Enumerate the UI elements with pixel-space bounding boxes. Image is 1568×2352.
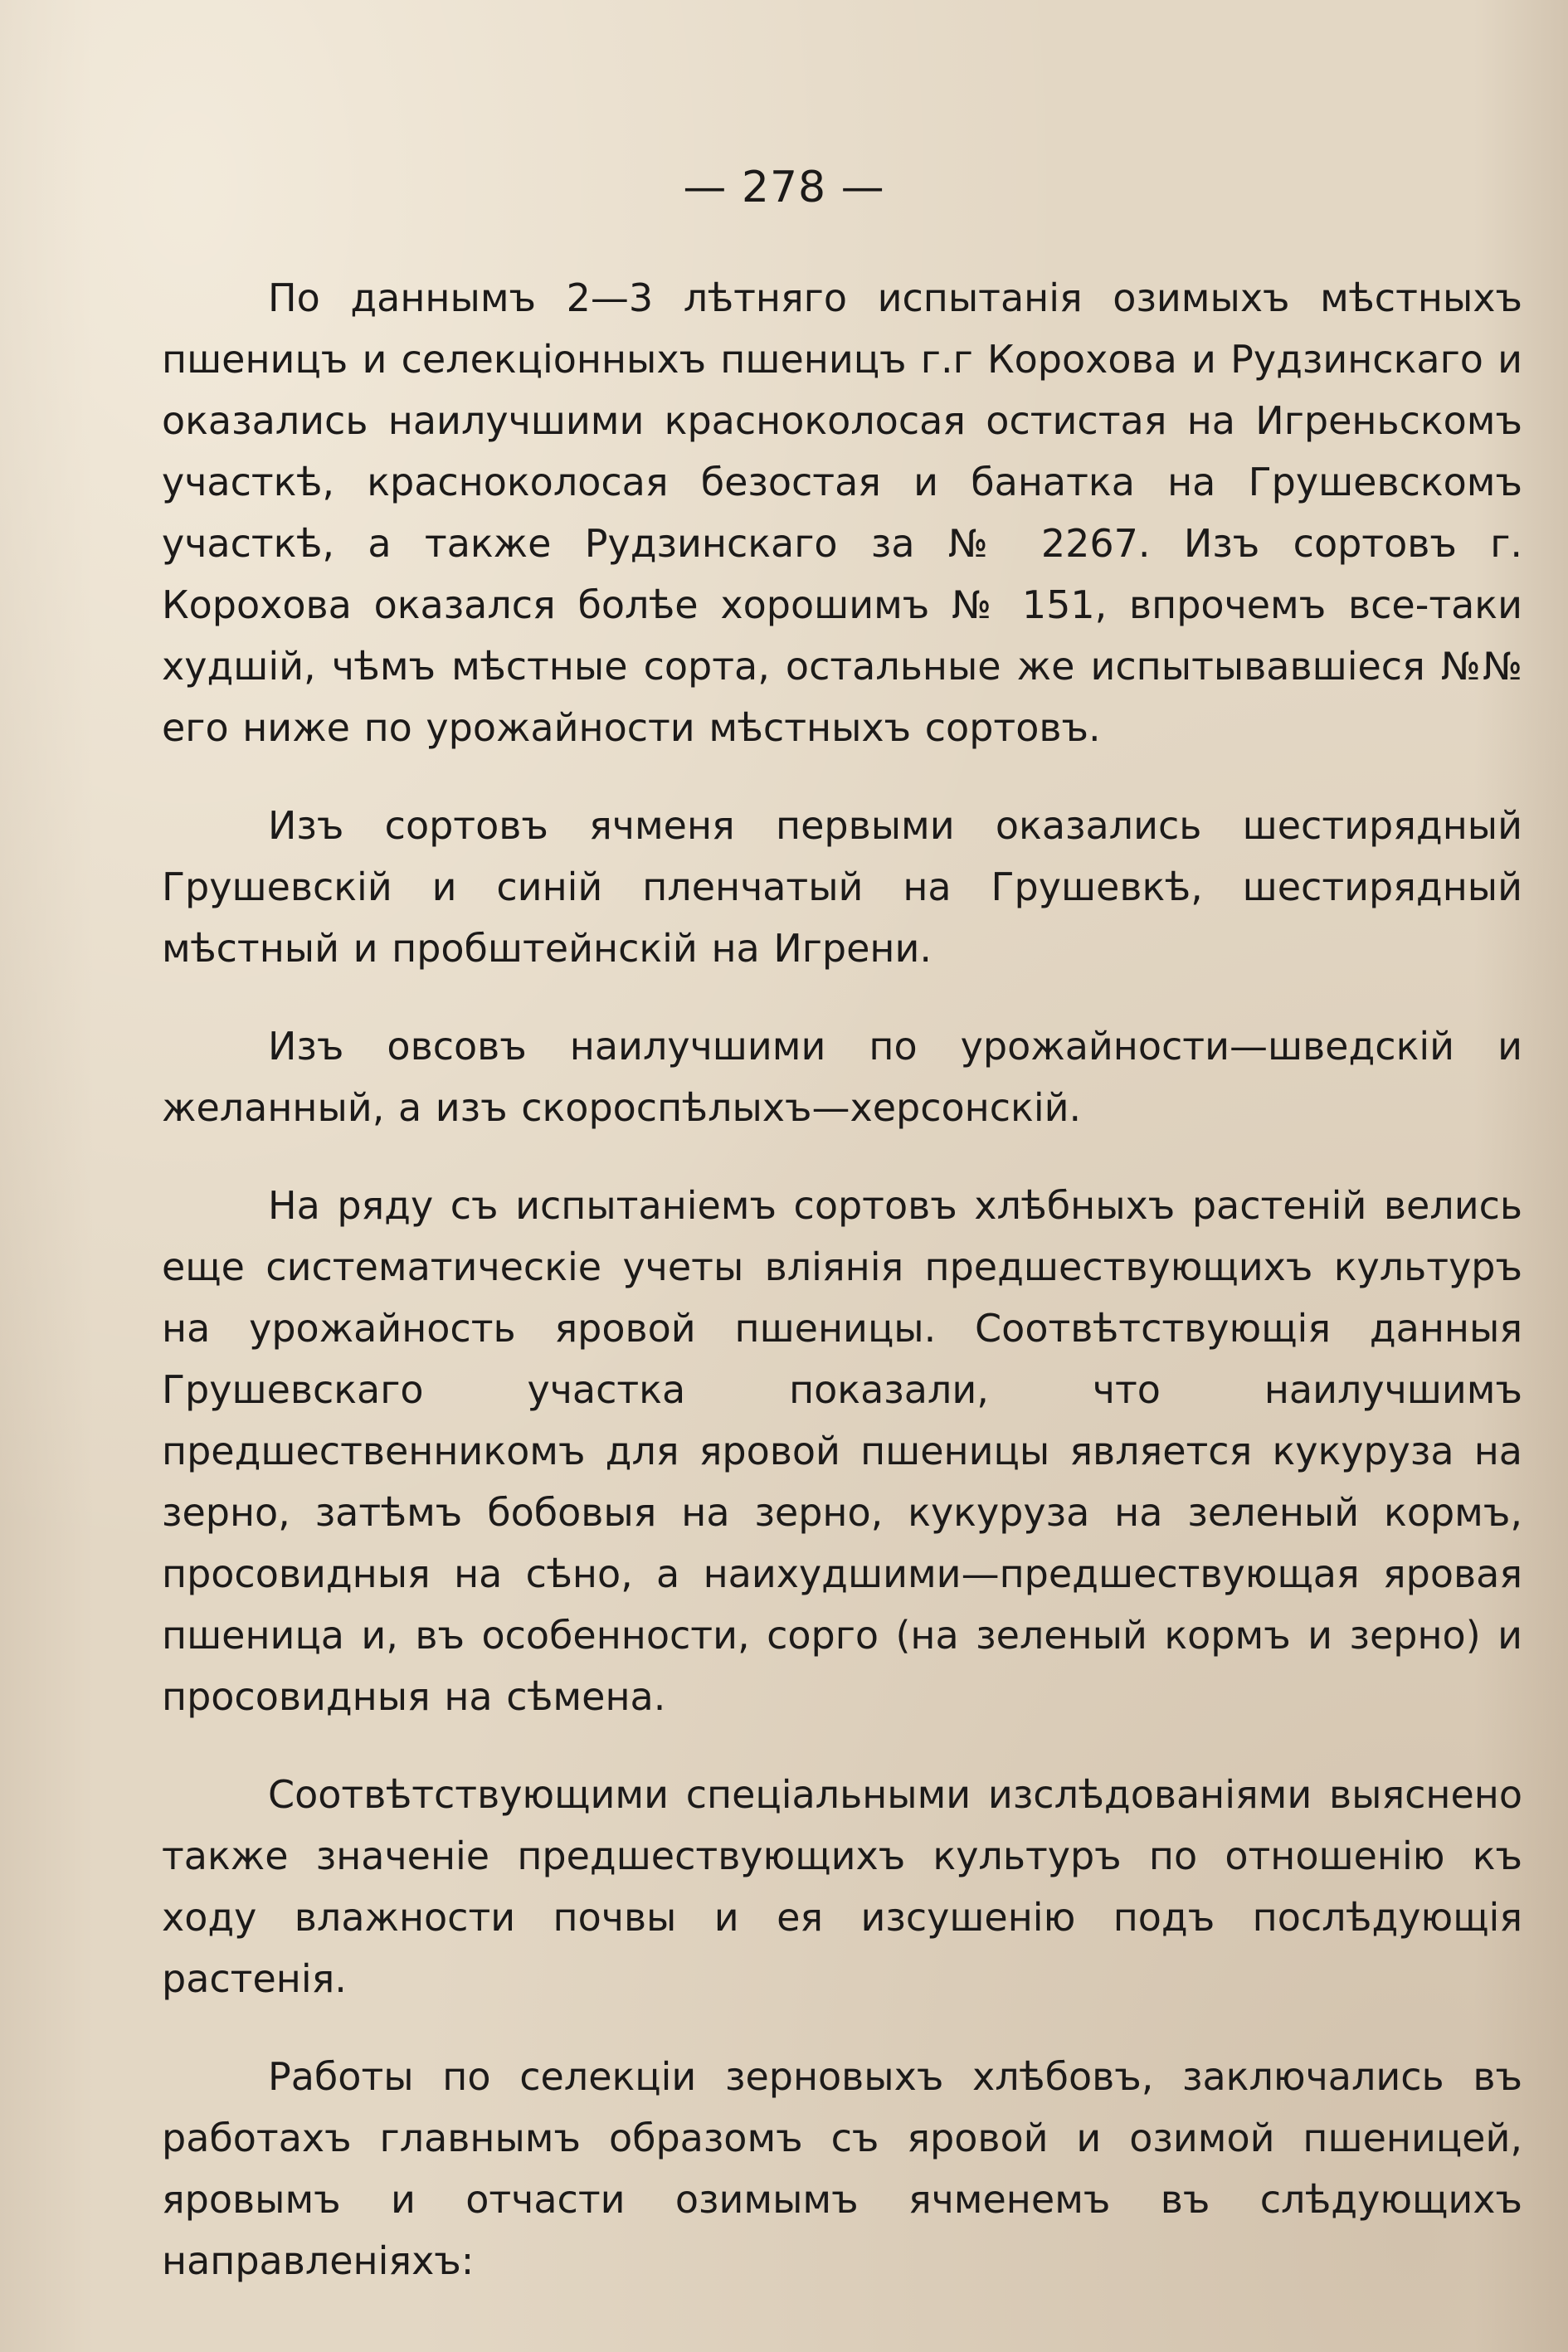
paragraph-preceding-crops: На ряду съ испытаніемъ сортовъ хлѣбныхъ растеній велись еще систематическіе учеты вліянія предшествующихъ культуръ на урожайность яровой пшеницы. Соотвѣтствующія данныя Грушевскаго участка показали, что наилучшимъ предшественникомъ для яровой пшеницы является кукуруза на зерно, затѣмъ бобовыя на зерно, кукуруза на зеленый кормъ, просовидныя на сѣно, а наихудшими—предшествующая яровая пшеница и, въ особенности, сорго (на зеленый кормъ и зерно) и просовидныя на сѣмена. [162,1183,1522,1719]
paragraph-barley: Изъ сортовъ ячменя первыми оказались шестирядный Грушевскій и синій пленчатый на Грушевкѣ, шестирядный мѣстный и пробштейнскій на Игрени. [162,803,1522,971]
paragraph-selection-work: Работы по селекціи зерновыхъ хлѣбовъ, заключались въ работахъ главнымъ образомъ съ яровой и озимой пшеницей, яровымъ и отчасти озимымъ ячменемъ въ слѣдующихъ направленіяхъ: [162,2054,1522,2283]
paragraph-winter-wheat: По даннымъ 2—3 лѣтняго испытанія озимыхъ мѣстныхъ пшеницъ и селекціонныхъ пшеницъ г.г Корохова и Рудзинскаго и оказались наилучшими красноколосая остистая на Игреньскомъ участкѣ, красноколосая безостая и банатка на Грушевскомъ участкѣ, а также Рудзинскаго за № 2267. Изъ сортовъ г. Корохова оказался болѣе хорошимъ № 151, впрочемъ все-таки худшій, чѣмъ мѣстные сорта, остальные же испытывавшіеся №№ его ниже по урожайности мѣстныхъ сортовъ. [162,275,1522,750]
page-number: — 278 — [683,163,885,212]
paragraph-soil-moisture: Соотвѣтствующими спеціальными изслѣдованіями выяснено также значеніе предшествующихъ культуръ по отношенію къ ходу влажности почвы и ея изсушенію подъ послѣдующія растенія. [162,1772,1522,2001]
paragraph-oats: Изъ овсовъ наилучшими по урожайности—шведскій и желанный, а изъ скороспѣлыхъ—херсонскій. [162,1024,1522,1130]
body-text [162,267,1522,2291]
